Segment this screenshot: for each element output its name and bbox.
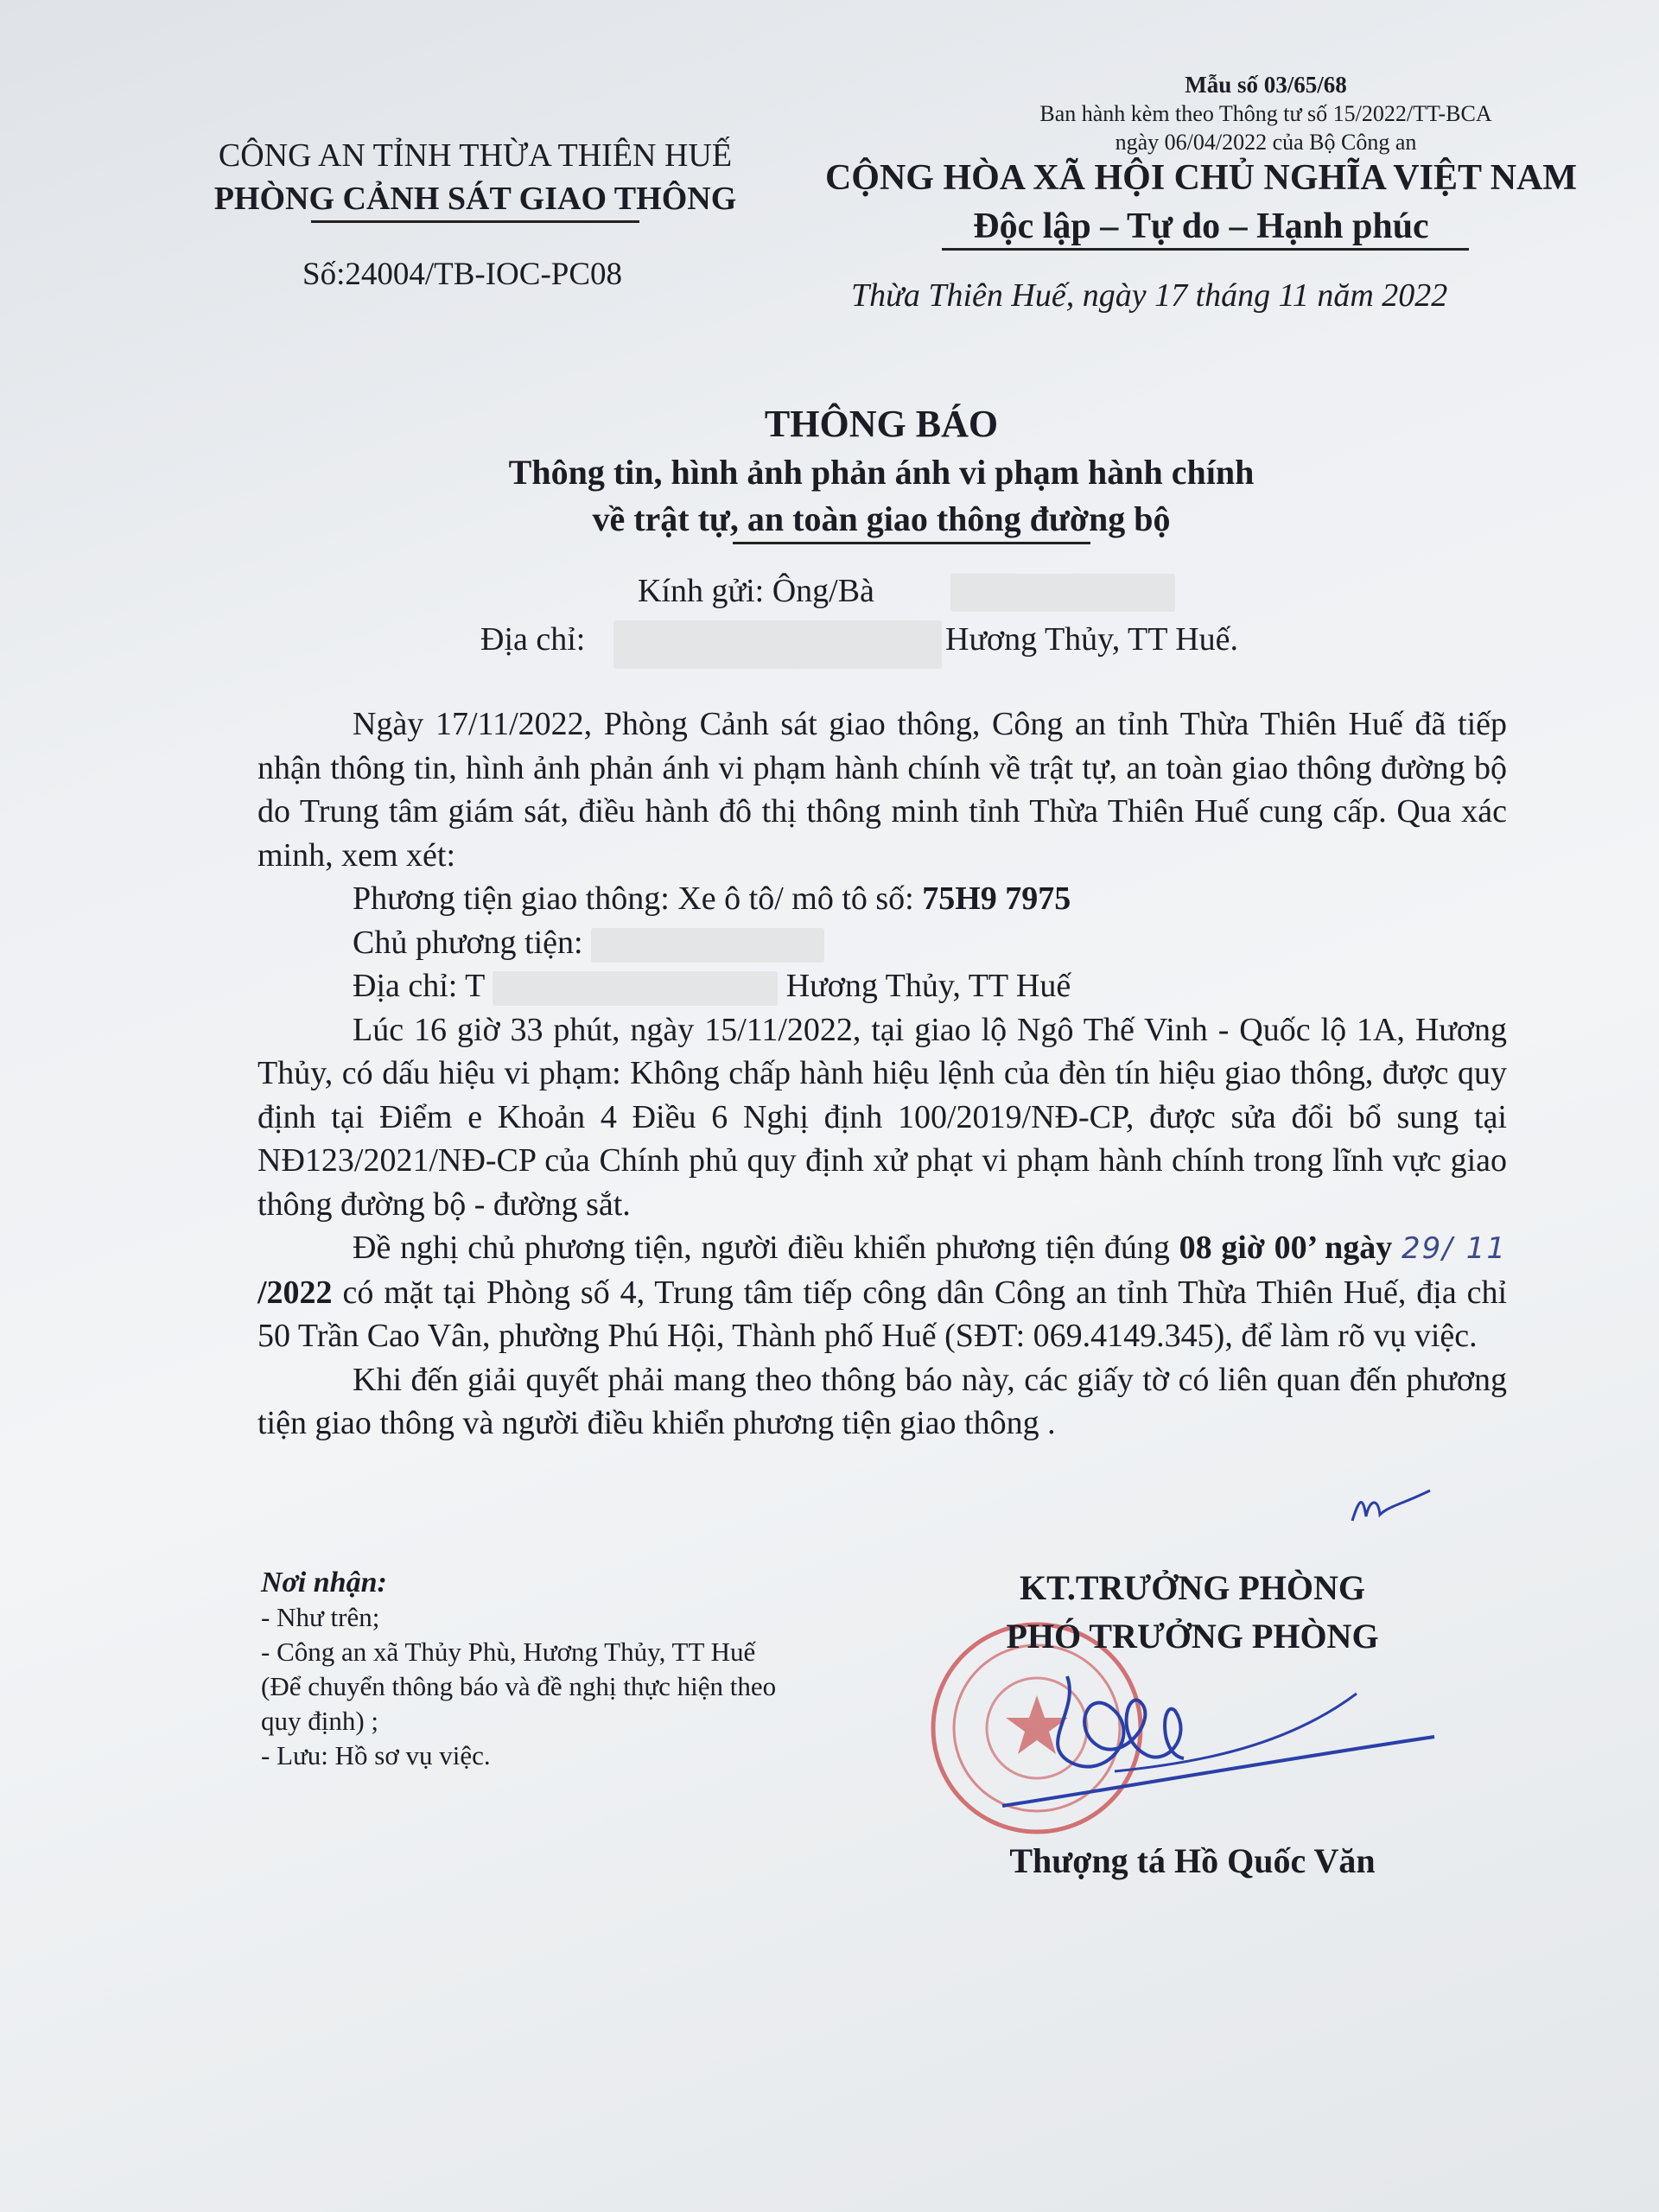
body-para-violation: Lúc 16 giờ 33 phút, ngày 15/11/2022, tại giao lộ Ngô Thế Vinh - Quốc lộ 1A, Hương Thủy, có dấu hiệu vi phạm: Không chấp hành hiệu lệnh của đèn tín hiệu giao thông, được quy định tại Điểm e Khoản 4 Điều 6 Nghị định 100/2019/NĐ-CP, được sửa đổi bổ sung tại NĐ123/2021/NĐ-CP của Chính phủ quy định xử phạt vi phạm hành chính trong lĩnh vực giao thông đường bộ - đường sắt. (257, 1011, 1507, 1223)
recipient-item: quy định) ; (261, 1706, 379, 1736)
recipient-item: (Để chuyển thông báo và đề nghị thực hiện theo (261, 1671, 777, 1701)
recipient-name-redacted (950, 574, 1175, 612)
form-number: Mẫu số 03/65/68 (1185, 72, 1347, 98)
recipient-item: - Như trên; (261, 1602, 380, 1632)
recipient-address-suffix: Hương Thủy, TT Huế. (945, 621, 1239, 658)
title-line2: về trật tự, an toàn giao thông đường bộ (592, 499, 1171, 538)
recipients-list (261, 1566, 883, 1773)
title-main: THÔNG BÁO (764, 403, 999, 445)
recipient-label: Kính gửi: Ông/Bà (638, 573, 874, 609)
vehicle-label: Phương tiện giao thông: Xe ô tô/ mô tô số: (353, 880, 914, 917)
country-name: CỘNG HÒA XÃ HỘI CHỦ NGHĨA VIỆT NAM (824, 158, 1578, 198)
national-header (795, 154, 1607, 251)
signature-title (959, 1564, 1426, 1661)
notice-body (257, 702, 1507, 1446)
vehicle-plate: 75H9 7975 (922, 880, 1071, 917)
form-issued-with: Ban hành kèm theo Thông tư số 15/2022/TT-BCA (1039, 101, 1492, 126)
signature-line1: KT.TRƯỞNG PHÒNG (1020, 1568, 1365, 1607)
recipient-item: - Công an xã Thủy Phù, Hương Thủy, TT Huế (261, 1637, 756, 1667)
body-para-closing: Khi đến giải quyết phải mang theo thông báo này, các giấy tờ có liên quan đến phương tiện giao thông và người điều khiển phương tiện giao thông . (257, 1361, 1507, 1441)
form-number-block (976, 71, 1555, 156)
owner-address-label: Địa chỉ: T (353, 968, 485, 1004)
issuer-underline (311, 220, 639, 223)
national-motto: Độc lập – Tự do – Hạnh phúc (973, 207, 1429, 246)
motto-underline (942, 248, 1469, 251)
recipient-item: - Lưu: Hồ sơ vụ việc. (261, 1740, 491, 1770)
body-para-request (257, 1226, 1507, 1358)
owner-address-suffix: Hương Thủy, TT Huế (785, 968, 1071, 1004)
request-rest: có mặt tại Phòng số 4, Trung tâm tiếp công dân Công an tỉnh Thừa Thiên Huế, địa chỉ 50 Trần Cao Vân, phường Phú Hội, Thành phố Huế (SĐT: 069.4149.345), để làm rõ vụ việc. (257, 1274, 1508, 1354)
owner-address-line (257, 964, 1507, 1008)
request-year: /2022 (257, 1274, 333, 1311)
place-date: Thừa Thiên Huế, ngày 17 tháng 11 năm 2022 (851, 277, 1448, 314)
handwritten-signature (985, 1659, 1452, 1815)
owner-label: Chủ phương tiện: (353, 924, 583, 961)
initial-mark (1344, 1482, 1439, 1534)
issuer-header (173, 134, 778, 220)
owner-address-redacted (493, 971, 778, 1006)
document-title (259, 399, 1503, 543)
recipients-heading: Nơi nhận: (261, 1567, 387, 1599)
recipient-address-redacted (613, 620, 942, 669)
document-number: Số:24004/TB-IOC-PC08 (302, 257, 623, 292)
owner-line (257, 921, 1507, 965)
owner-name-redacted (591, 928, 824, 963)
title-line1: Thông tin, hình ảnh phản ánh vi phạm hành chính (508, 453, 1255, 492)
title-underline (733, 542, 1090, 544)
recipient-line (638, 572, 874, 610)
form-issued-date: ngày 06/04/2022 của Bộ Công an (1115, 130, 1417, 155)
body-para-intro: Ngày 17/11/2022, Phòng Cảnh sát giao thông, Công an tỉnh Thừa Thiên Huế đã tiếp nhận thông tin, hình ảnh phản ánh vi phạm hành chính về trật tự, an toàn giao thông đường bộ do Trung tâm giám sát, điều hành đô thị thông minh tỉnh Thừa Thiên Huế cung cấp. Qua xác minh, xem xét: (257, 706, 1507, 874)
handwritten-date: 29/ 11 (1402, 1231, 1508, 1266)
request-prefix: Đề nghị chủ phương tiện, người điều khiển phương tiện đúng (353, 1230, 1170, 1266)
signature-line2: PHÓ TRƯỞNG PHÒNG (1006, 1617, 1379, 1656)
issuer-agency: CÔNG AN TỈNH THỪA THIÊN HUẾ (218, 137, 733, 174)
issuer-department: PHÒNG CẢNH SÁT GIAO THÔNG (213, 181, 737, 217)
request-time: 08 giờ 00’ ngày (1179, 1230, 1393, 1266)
vehicle-line (257, 877, 1507, 921)
recipient-address-label: Địa chỉ: (480, 621, 586, 658)
signer-name: Thượng tá Hồ Quốc Văn (1009, 1841, 1376, 1880)
